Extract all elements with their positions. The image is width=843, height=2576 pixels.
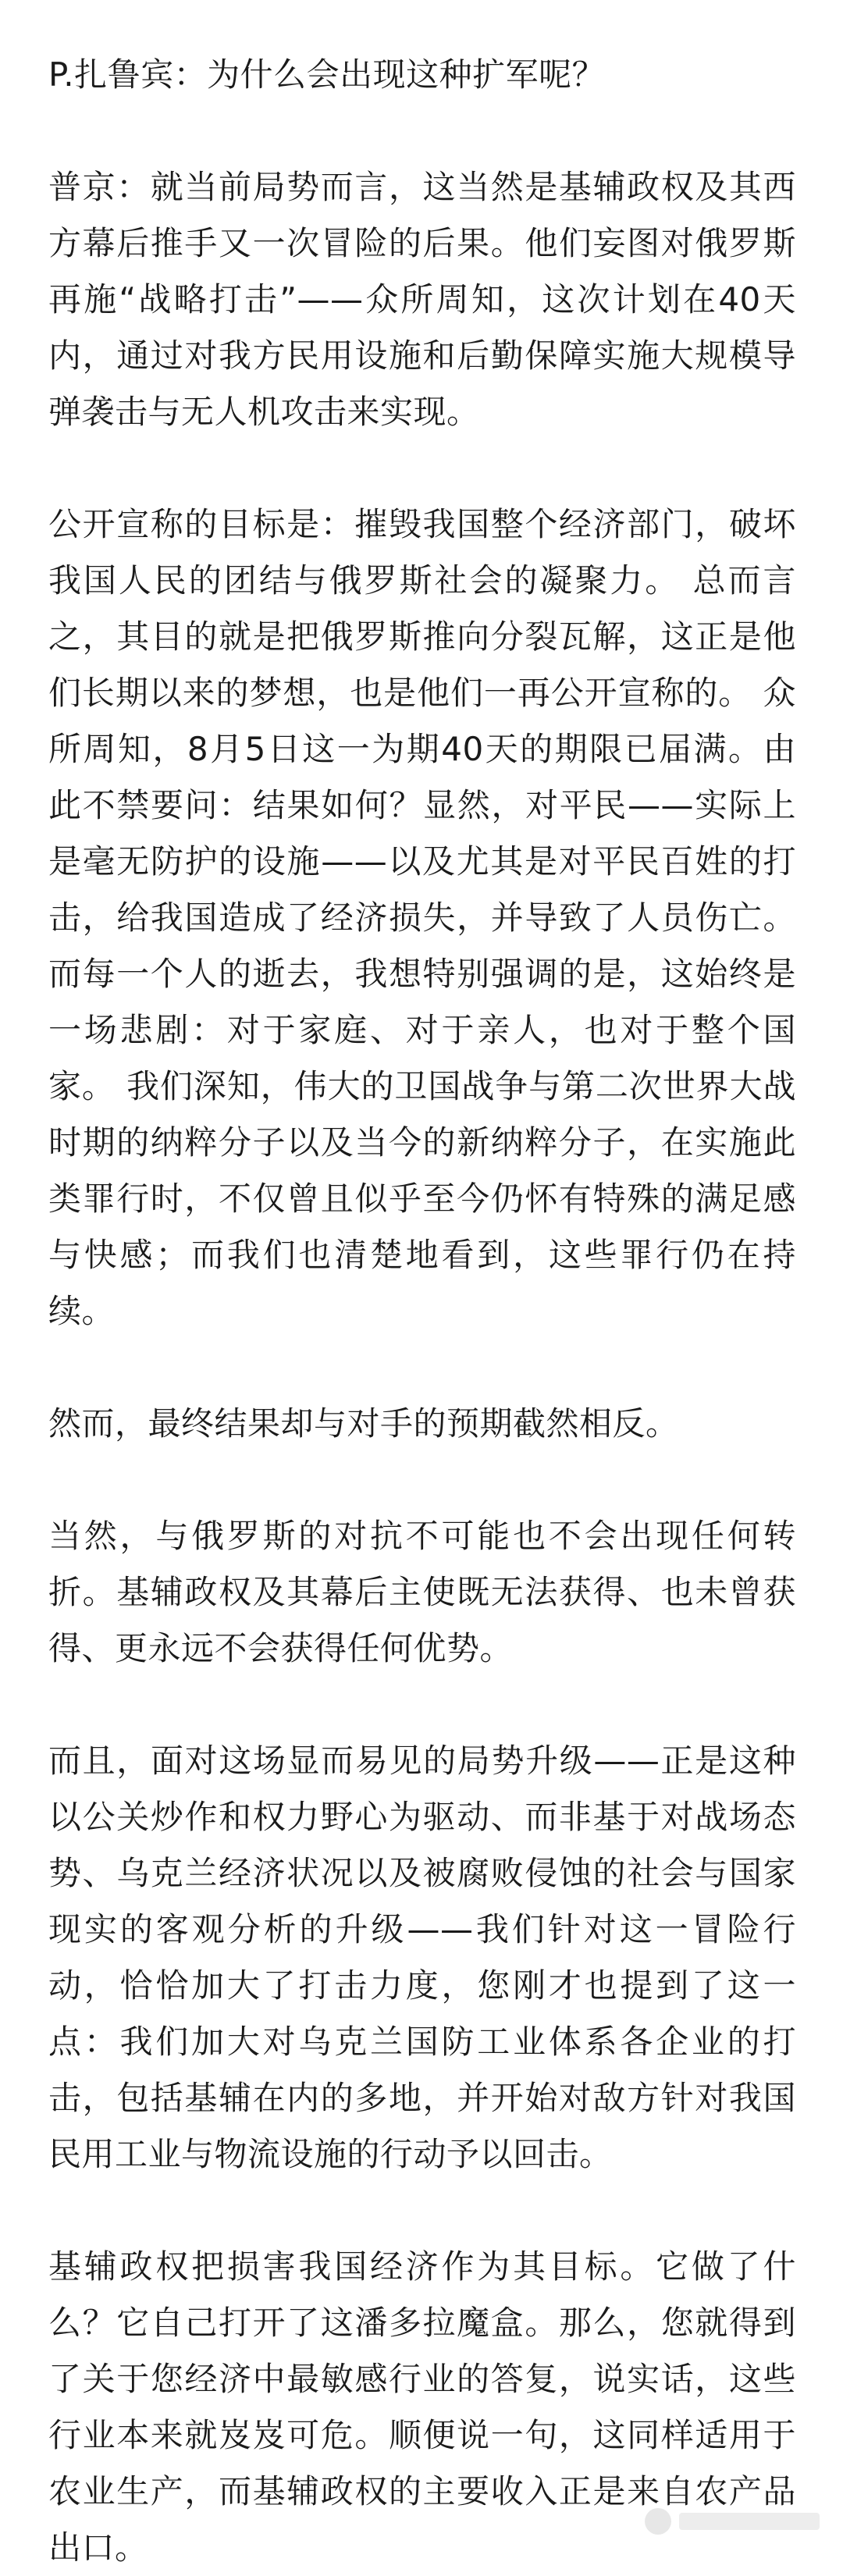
watermark (645, 2506, 820, 2537)
answer-paragraph-4: 当然，与俄罗斯的对抗不可能也不会出现任何转折。基辅政权及其幕后主使既无法获得、也未曾获得、更永远不会获得任何优势。 (48, 1517, 796, 1667)
answer-paragraph-6: 基辅政权把损害我国经济作为其目标。它做了什么？它自己打开了这潘多拉魔盒。那么，您就得到了关于您经济中最敏感行业的答复，说实话，这些行业本来就岌岌可危。顺便说一句，这同样适用于农业生产，而基辅政权的主要收入正是来自农产品出口。 (48, 2247, 796, 2567)
answer-paragraph-2: 公开宣称的目标是：摧毁我国整个经济部门，破坏我国人民的团结与俄罗斯社会的凝聚力。 总而言之，其目的就是把俄罗斯推向分裂瓦解，这正是他们长期以来的梦想，也是他们一再公开宣称的。 众所周知，8月5日这一为期40天的期限已届满。由此不禁要问：结果如何？显然，对平民——实际上是毫无防护的设施——以及尤其是对平民百姓的打击，给我国造成了经济损失，并导致了人员伤亡。而每一个人的逝去，我想特别强调的是，这始终是一场悲剧：对于家庭、对于亲人，也对于整个国家。 我们深知，伟大的卫国战争与第二次世界大战时期的纳粹分子以及当今的新纳粹分子，在实施此类罪行时，不仅曾且似乎至今仍怀有特殊的满足感与快感；而我们也清楚地看到，这些罪行仍在持续。 (48, 505, 796, 1330)
answer-paragraph-1: 普京：就当前局势而言，这当然是基辅政权及其西方幕后推手又一次冒险的后果。他们妄图对俄罗斯再施“战略打击”——众所周知，这次计划在40天内，通过对我方民用设施和后勤保障实施大规模导弹袭击与无人机攻击来实现。 (48, 168, 796, 431)
watermark-logo-icon (645, 2508, 671, 2535)
watermark-bar (679, 2513, 820, 2530)
answer-paragraph-5: 而且，面对这场显而易见的局势升级——正是这种以公关炒作和权力野心为驱动、而非基于对战场态势、乌克兰经济状况以及被腐败侵蚀的社会与国家现实的客观分析的升级——我们针对这一冒险行动，恰恰加大了打击力度，您刚才也提到了这一点：我们加大对乌克兰国防工业体系各企业的打击，包括基辅在内的多地，并开始对敌方针对我国民用工业与物流设施的行动予以回击。 (48, 1742, 796, 2173)
answer-paragraph-3: 然而，最终结果却与对手的预期截然相反。 (48, 1404, 679, 1443)
question-paragraph: P.扎鲁宾：为什么会出现这种扩军呢？ (48, 55, 606, 94)
